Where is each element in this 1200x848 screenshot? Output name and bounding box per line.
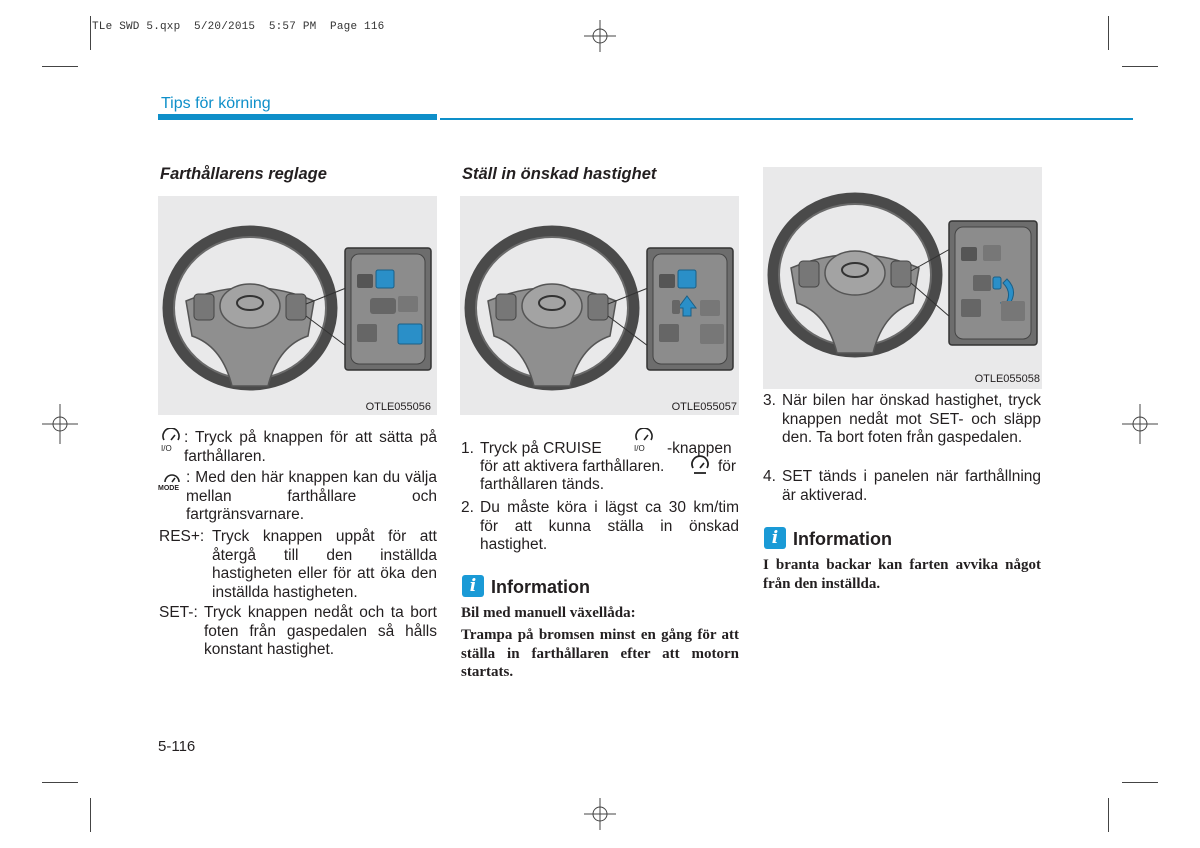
steering-wheel-illustration [763,167,1042,389]
svg-text:I/O: I/O [161,444,172,452]
col3-step4-text: SET tänds i panelen när farthållning är aktiverad. [782,468,1041,504]
crop-mark [90,798,91,832]
col2-heading: Ställ in önskad hastighet [462,165,657,183]
col1-item-cruise: : Tryck på knappen för att sätta på farthållaren. [184,429,437,465]
figure-steering-controls [158,196,437,415]
col2-info-title: Information [491,577,590,597]
info-icon: i [764,527,786,549]
crop-mark [1122,782,1158,783]
svg-text:I/O: I/O [634,444,645,452]
page-number: 5-116 [158,738,196,755]
print-slug: TLe SWD 5.qxp 5/20/2015 5:57 PM Page 116 [92,21,385,33]
col2-step1-suffix: -knappen [667,440,732,457]
col3-step3-num: 3. [763,392,776,409]
header-rule-thin [440,118,1133,120]
registration-mark-icon [40,404,80,444]
col2-info-subheading: Bil med manuell växellåda: [461,605,636,621]
figure-code: OTLE055058 [974,373,1040,385]
col3-info-text: I branta backar kan farten avvika något från den inställda. [763,557,1041,592]
col2-step1-num: 1. [461,440,474,457]
steering-wheel-illustration [158,196,437,415]
col2-step2-num: 2. [461,499,474,516]
col3-step4-num: 4. [763,468,776,485]
figure-cruise-button [460,196,739,415]
registration-mark-icon [580,798,620,830]
col2-step1-line3: farthållaren tänds. [480,476,605,493]
mode-symbol-caption: MODE [158,485,179,492]
registration-mark-icon [580,20,620,52]
figure-set-button [763,167,1042,389]
crop-mark [90,16,91,50]
col2-step1-line1: Tryck på CRUISE [480,440,602,457]
section-title: Tips för körning [161,95,271,112]
col3-step3-text: När bilen har önskad hastighet, tryck knappen nedåt mot SET- och släpp den. Ta bort foten från gaspedalen. [782,392,1041,446]
steering-wheel-illustration [460,196,739,415]
col1-heading: Farthållarens reglage [160,165,327,183]
col1-item-set-text: Tryck knappen nedåt och ta bort foten från gaspedalen så hålls konstant hastighet. [204,604,437,658]
figure-code: OTLE055057 [671,401,737,413]
col1-item-res: RES+: [159,528,205,545]
col2-step2-text: Du måste köra i lägst ca 30 km/tim för att kunna ställa in önskad hastighet. [480,499,739,553]
info-icon: i [462,575,484,597]
registration-mark-icon [1120,404,1160,444]
cruise-indicator-icon [689,455,711,477]
cruise-symbol-icon [633,428,655,452]
col2-info-text: Trampa på bromsen minst en gång för att ställa in farthållaren efter att motorn startats. [461,627,739,680]
col2-step1-for: för [718,458,737,475]
crop-mark [1108,16,1109,50]
cruise-symbol-icon [160,428,182,452]
crop-mark [1122,66,1158,67]
crop-mark [42,782,78,783]
crop-mark [42,66,78,67]
header-rule-thick [158,114,437,120]
col2-step1-line2: för att aktivera farthållaren. [480,458,665,475]
col1-item-mode: : Med den här knappen kan du välja mellan farthållare och fartgränsvarnare. [186,469,438,523]
crop-mark [1108,798,1109,832]
col1-item-res-text: Tryck knappen uppåt för att återgå till den inställda hastigheten eller för att öka den inställda hastigheten. [212,528,437,601]
figure-code: OTLE055056 [365,401,431,413]
col1-item-set: SET-: [159,604,198,621]
col3-info-title: Information [793,529,892,549]
